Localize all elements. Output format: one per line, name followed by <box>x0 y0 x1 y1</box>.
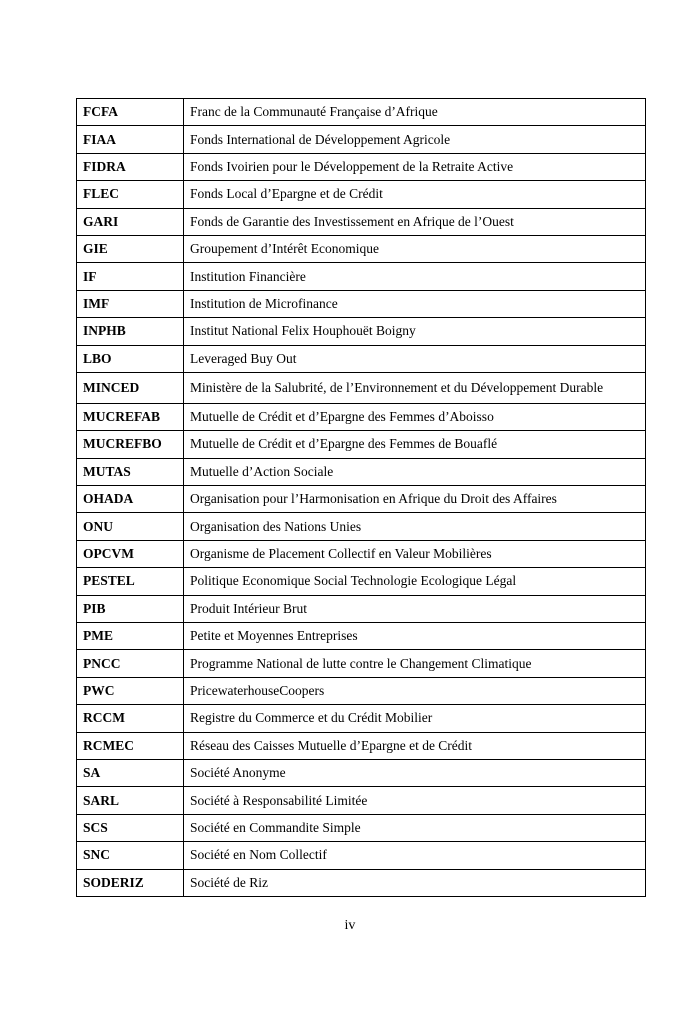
table-row <box>77 126 646 153</box>
table-row <box>77 372 646 403</box>
table-row <box>77 318 646 345</box>
abbreviation-meaning: Petite et Moyennes Entreprises <box>184 623 646 650</box>
abbreviation-code: FLEC <box>77 181 184 208</box>
abbreviation-code: LBO <box>77 345 184 372</box>
abbreviation-code: SODERIZ <box>77 869 184 896</box>
abbreviation-meaning: Institution Financière <box>184 263 646 290</box>
abbreviation-code: IF <box>77 263 184 290</box>
table-row <box>77 650 646 677</box>
page-number: iv <box>344 918 356 933</box>
abbreviation-meaning: Groupement d’Intérêt Economique <box>184 235 646 262</box>
abbreviation-meaning: Institution de Microfinance <box>184 290 646 317</box>
table-row <box>77 869 646 896</box>
abbreviation-code: RCCM <box>77 705 184 732</box>
table-row <box>77 263 646 290</box>
abbreviation-code: FIDRA <box>77 153 184 180</box>
table-row <box>77 181 646 208</box>
table-row <box>77 759 646 786</box>
table-row <box>77 732 646 759</box>
table-row <box>77 540 646 567</box>
abbreviation-meaning: Réseau des Caisses Mutuelle d’Epargne et de Crédit <box>184 732 646 759</box>
abbreviation-code: MINCED <box>77 372 184 403</box>
abbreviation-meaning: Fonds Ivoirien pour le Développement de la Retraite Active <box>184 153 646 180</box>
table-row <box>77 458 646 485</box>
table-row <box>77 235 646 262</box>
table-row <box>77 345 646 372</box>
abbreviation-code: SCS <box>77 814 184 841</box>
table-row <box>77 486 646 513</box>
abbreviation-code: GIE <box>77 235 184 262</box>
table-row <box>77 595 646 622</box>
table-row <box>77 623 646 650</box>
abbreviation-code: SARL <box>77 787 184 814</box>
abbreviation-meaning: PricewaterhouseCoopers <box>184 677 646 704</box>
abbreviation-code: GARI <box>77 208 184 235</box>
abbreviation-code: INPHB <box>77 318 184 345</box>
table-row <box>77 208 646 235</box>
table-row <box>77 568 646 595</box>
abbreviation-meaning: Fonds de Garantie des Investissement en Afrique de l’Ouest <box>184 208 646 235</box>
abbreviation-meaning: Société Anonyme <box>184 759 646 786</box>
table-row <box>77 677 646 704</box>
abbreviation-meaning: Produit Intérieur Brut <box>184 595 646 622</box>
abbreviation-meaning: Ministère de la Salubrité, de l’Environnement et du Développement Durable <box>184 372 646 403</box>
abbreviation-code: PME <box>77 623 184 650</box>
table-row <box>77 99 646 126</box>
table-row <box>77 403 646 430</box>
abbreviation-meaning: Mutuelle de Crédit et d’Epargne des Femmes d’Aboisso <box>184 403 646 430</box>
abbreviation-code: FCFA <box>77 99 184 126</box>
abbreviation-meaning: Politique Economique Social Technologie Ecologique Légal <box>184 568 646 595</box>
abbreviation-meaning: Organisation des Nations Unies <box>184 513 646 540</box>
abbreviation-meaning: Société en Nom Collectif <box>184 842 646 869</box>
abbreviation-meaning: Fonds Local d’Epargne et de Crédit <box>184 181 646 208</box>
abbreviations-table <box>76 98 646 897</box>
abbreviation-meaning: Leveraged Buy Out <box>184 345 646 372</box>
table-row <box>77 842 646 869</box>
abbreviation-code: SNC <box>77 842 184 869</box>
abbreviation-meaning: Registre du Commerce et du Crédit Mobilier <box>184 705 646 732</box>
abbreviation-meaning: Franc de la Communauté Française d’Afrique <box>184 99 646 126</box>
abbreviation-code: ONU <box>77 513 184 540</box>
table-row <box>77 513 646 540</box>
abbreviation-code: FIAA <box>77 126 184 153</box>
abbreviation-meaning: Fonds International de Développement Agricole <box>184 126 646 153</box>
abbreviation-code: PESTEL <box>77 568 184 595</box>
table-row <box>77 787 646 814</box>
abbreviation-meaning: Organisme de Placement Collectif en Valeur Mobilières <box>184 540 646 567</box>
abbreviation-code: OHADA <box>77 486 184 513</box>
abbreviation-code: SA <box>77 759 184 786</box>
abbreviation-meaning: Programme National de lutte contre le Changement Climatique <box>184 650 646 677</box>
abbreviation-code: MUCREFAB <box>77 403 184 430</box>
table-row <box>77 153 646 180</box>
abbreviation-meaning: Société en Commandite Simple <box>184 814 646 841</box>
abbreviation-code: IMF <box>77 290 184 317</box>
abbreviation-meaning: Société de Riz <box>184 869 646 896</box>
abbreviation-code: OPCVM <box>77 540 184 567</box>
table-row <box>77 431 646 458</box>
abbreviation-meaning: Institut National Felix Houphouët Boigny <box>184 318 646 345</box>
abbreviation-code: PIB <box>77 595 184 622</box>
abbreviation-code: PWC <box>77 677 184 704</box>
abbreviation-meaning: Mutuelle d’Action Sociale <box>184 458 646 485</box>
abbreviation-code: MUTAS <box>77 458 184 485</box>
abbreviation-meaning: Organisation pour l’Harmonisation en Afrique du Droit des Affaires <box>184 486 646 513</box>
abbreviation-code: PNCC <box>77 650 184 677</box>
table-row <box>77 814 646 841</box>
abbreviation-code: MUCREFBO <box>77 431 184 458</box>
abbreviation-code: RCMEC <box>77 732 184 759</box>
table-row <box>77 705 646 732</box>
abbreviation-meaning: Mutuelle de Crédit et d’Epargne des Femmes de Bouaflé <box>184 431 646 458</box>
abbreviation-meaning: Société à Responsabilité Limitée <box>184 787 646 814</box>
table-row <box>77 290 646 317</box>
